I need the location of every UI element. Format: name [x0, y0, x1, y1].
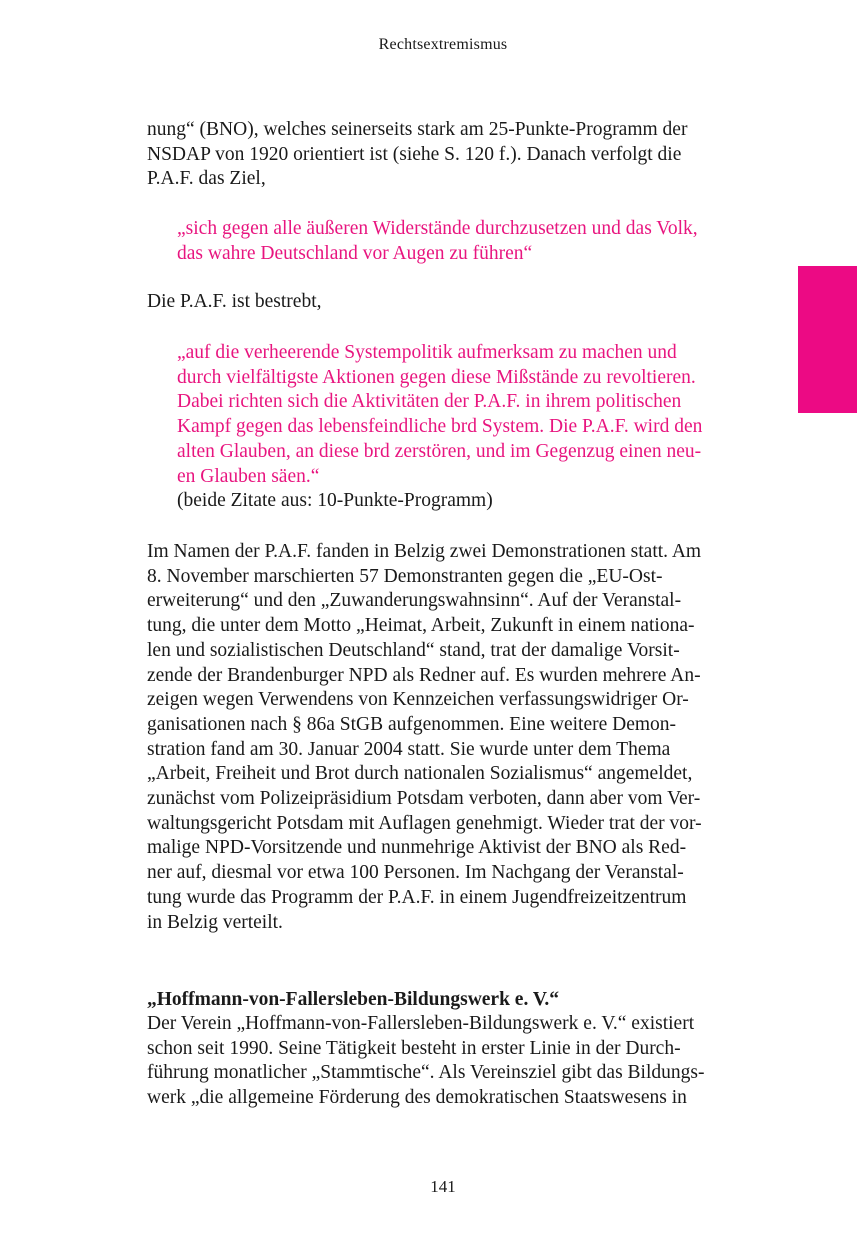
quote-line: Kampf gegen das lebensfeindliche brd System. Die P.A.F. wird den — [177, 416, 703, 438]
text-line: tung wurde das Programm der P.A.F. in einem Jugendfreizeitzentrum — [147, 886, 687, 908]
quote-line: Dabei richten sich die Aktivitäten der P.A.F. in ihrem politischen — [177, 391, 682, 413]
text-line: nung“ (BNO), welches seinerseits stark am 25-Punkte-Programm der — [147, 119, 688, 140]
text-line: ner auf, diesmal vor etwa 100 Personen. Im Nachgang der Veranstal- — [147, 862, 684, 884]
chapter-tab-marker — [798, 266, 857, 413]
paragraph-demonstrations — [147, 540, 739, 935]
text-line: ganisationen nach § 86a StGB aufgenommen. Eine weitere Demon- — [147, 713, 677, 735]
text-line: len und sozialistischen Deutschland“ stand, trat der damalige Vorsit- — [147, 639, 680, 661]
paragraph-verein — [147, 1012, 739, 1111]
quote-goal — [177, 217, 739, 266]
text-line: Der Verein „Hoffmann-von-Fallersleben-Bildungswerk e. V.“ existiert — [147, 1013, 695, 1034]
text-line: werk „die allgemeine Förderung des demokratischen Staatswesens in — [147, 1087, 687, 1109]
text-line: tung, die unter dem Motto „Heimat, Arbeit, Zukunft in einem nationa- — [147, 615, 695, 637]
text-line: schon seit 1990. Seine Tätigkeit besteht in erster Linie in der Durch- — [147, 1037, 681, 1059]
quote-line: en Glauben säen.“ — [177, 465, 320, 487]
page-number: 141 — [430, 1177, 456, 1196]
quote-line: durch vielfältigste Aktionen gegen diese Mißstände zu revoltieren. — [177, 366, 696, 388]
text-line: 8. November marschierten 57 Demonstranten gegen die „EU-Ost- — [147, 565, 663, 587]
text-line: in Belzig verteilt. — [147, 911, 283, 933]
text-line: zende der Brandenburger NPD als Redner auf. Es wurden mehrere An- — [147, 664, 701, 686]
quote-line: das wahre Deutschland vor Augen zu führen“ — [177, 242, 533, 264]
quote-line: „sich gegen alle äußeren Widerstände durchzusetzen und das Volk, — [177, 218, 698, 239]
text-line: stration fand am 30. Januar 2004 statt. Sie wurde unter dem Thema — [147, 738, 671, 760]
text-line: Im Namen der P.A.F. fanden in Belzig zwei Demonstrationen statt. Am — [147, 541, 702, 562]
text-line: NSDAP von 1920 orientiert ist (siehe S. 120 f.). Danach verfolgt die — [147, 143, 682, 165]
quote-source: (beide Zitate aus: 10-Punkte-Programm) — [177, 490, 493, 511]
text-line: erweiterung“ und den „Zuwanderungswahnsinn“. Auf der Veranstal- — [147, 590, 682, 612]
quote-line: „auf die verheerende Systempolitik aufmerksam zu machen und — [177, 342, 677, 363]
text-line: zeigen wegen Verwendens von Kennzeichen verfassungswidriger Or- — [147, 689, 689, 711]
text-line: waltungsgericht Potsdam mit Auflagen genehmigt. Wieder trat der vor- — [147, 812, 702, 834]
text-line: Die P.A.F. ist bestrebt, — [147, 291, 322, 312]
text-line: P.A.F. das Ziel, — [147, 168, 266, 190]
quote-program — [177, 341, 739, 489]
text-line: malige NPD-Vorsitzende und nunmehrige Aktivist der BNO als Red- — [147, 837, 687, 859]
text-line: führung monatlicher „Stammtische“. Als Vereinsziel gibt das Bildungs- — [147, 1062, 705, 1084]
paragraph-intro — [147, 118, 739, 192]
text-line: „Arbeit, Freiheit und Brot durch nationalen Sozialismus“ angemeldet, — [147, 763, 693, 785]
paragraph-bestrebt — [147, 290, 739, 315]
quote-line: alten Glauben, an diese brd zerstören, und im Gegenzug einen neu- — [177, 440, 702, 462]
running-header: Rechtsextremismus — [378, 36, 508, 53]
section-heading: „Hoffmann-von-Fallersleben-Bildungswerk e. V.“ — [147, 989, 560, 1010]
text-line: zunächst vom Polizeipräsidium Potsdam verboten, dann aber vom Ver- — [147, 788, 701, 810]
